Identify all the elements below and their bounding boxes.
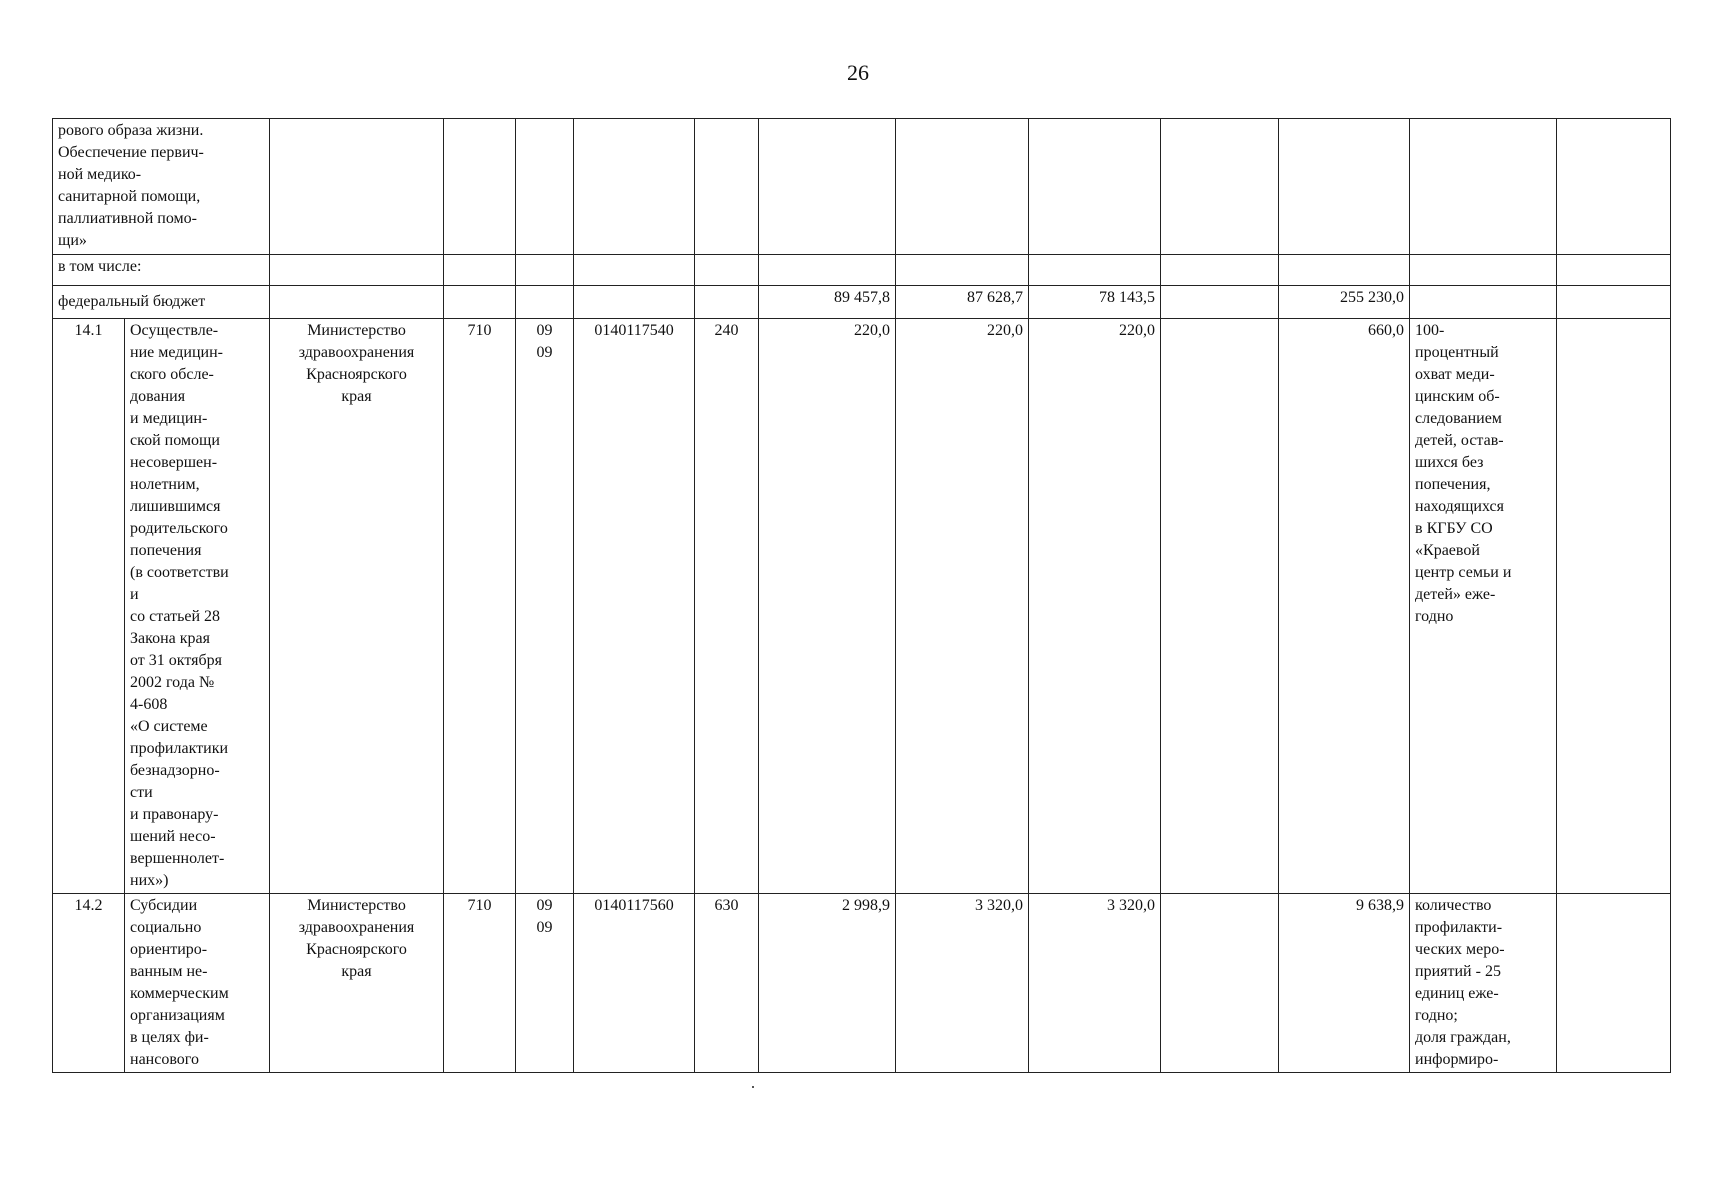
measure-name-line: и правонару-: [130, 806, 219, 823]
table-cell: [516, 286, 574, 319]
expected-result-line: информиро-: [1415, 1051, 1499, 1068]
measure-name-line: вершеннолет-: [130, 850, 225, 867]
row-number: 14.2: [53, 894, 125, 1073]
table-row-continuation: [53, 119, 1671, 255]
measure-name-line: сти: [130, 784, 153, 801]
agency-line: Красноярского: [306, 941, 407, 958]
table-cell: [270, 286, 444, 319]
section-code-cell: [516, 319, 574, 894]
measure-name-line: (в соответстви: [130, 564, 229, 581]
expected-result-line: попечения,: [1415, 476, 1491, 493]
table-cell: [1279, 119, 1410, 255]
agency-cell: [270, 894, 444, 1073]
measure-name-line: несовершен-: [130, 454, 218, 471]
measure-name-cell: [125, 319, 270, 894]
table-cell: [1410, 255, 1557, 286]
measure-name-line: шений несо-: [130, 828, 216, 845]
expected-result-line: годно: [1415, 608, 1454, 625]
measure-name-line: Закона края: [130, 630, 210, 647]
expected-result-line: 100-: [1415, 322, 1445, 339]
section-code-line: 09: [536, 897, 553, 914]
continuation-text-line: рового образа жизни.: [58, 122, 204, 139]
measure-name-line: в целях фи-: [130, 1029, 209, 1046]
expected-result-cell: [1410, 319, 1557, 894]
continuation-text-line: санитарной помощи,: [58, 188, 201, 205]
table-cell: [1557, 119, 1671, 255]
measure-name-cell: [125, 894, 270, 1073]
expected-result-line: доля граждан,: [1415, 1029, 1511, 1046]
table-row-including: [53, 255, 1671, 286]
table-cell: [444, 286, 516, 319]
measure-name-line: социально: [130, 919, 202, 936]
continuation-text-line: паллиативной помо-: [58, 210, 197, 227]
measure-name-line: безнадзорно-: [130, 762, 220, 779]
agency-cell: [270, 319, 444, 894]
agency-line: здравоохранения: [298, 344, 415, 361]
section-code-line: 09: [536, 344, 553, 361]
table-cell: [1279, 255, 1410, 286]
measure-name-line: нансового: [130, 1051, 199, 1068]
measure-name-line: ориентиро-: [130, 941, 208, 958]
table-cell: [1557, 255, 1671, 286]
year2-amount: 220,0: [896, 319, 1029, 894]
expected-result-line: профилакти-: [1415, 919, 1503, 936]
table-cell: [444, 255, 516, 286]
grbs-code: 710: [444, 319, 516, 894]
expected-result-line: единиц еже-: [1415, 985, 1499, 1002]
row-number: 14.1: [53, 319, 125, 894]
continuation-text-line: Обеспечение первич-: [58, 144, 204, 161]
table-cell: [516, 255, 574, 286]
measure-name-line: родительского: [130, 520, 228, 537]
table-cell: [896, 119, 1029, 255]
table-cell: [1557, 319, 1671, 894]
table-cell: [270, 255, 444, 286]
agency-line: здравоохранения: [298, 919, 415, 936]
federal-year2-amount: 87 628,7: [896, 286, 1029, 319]
year2-amount: 3 320,0: [896, 894, 1029, 1073]
page-number: 26: [847, 60, 869, 85]
measure-name-line: 2002 года №: [130, 674, 215, 691]
target-article-code: 0140117560: [574, 894, 695, 1073]
expected-result-line: следованием: [1415, 410, 1502, 427]
table-cell: [270, 119, 444, 255]
expense-type-code: 630: [695, 894, 759, 1073]
measure-name-line: ской помощи: [130, 432, 220, 449]
federal-year3-amount: 78 143,5: [1029, 286, 1161, 319]
year3-amount: 220,0: [1029, 319, 1161, 894]
measure-name-line: попечения: [130, 542, 202, 559]
expected-result-line: процентный: [1415, 344, 1499, 361]
expected-result-cell: [1410, 894, 1557, 1073]
expected-result-line: количество: [1415, 897, 1492, 914]
table-cell: [1161, 255, 1279, 286]
grbs-code: 710: [444, 894, 516, 1073]
measure-name-line: от 31 октября: [130, 652, 222, 669]
table-row-14-2: [53, 894, 1671, 1073]
table-row-14-1: [53, 319, 1671, 894]
continuation-text-line: щи»: [58, 232, 87, 249]
section-code-line: 09: [536, 919, 553, 936]
measure-name-line: со статьей 28: [130, 608, 221, 625]
federal-budget-label: федеральный бюджет: [53, 286, 270, 319]
table-row-federal-budget: [53, 286, 1671, 319]
table-cell: [695, 119, 759, 255]
table-cell: [759, 255, 896, 286]
expected-result-line: детей, остав-: [1415, 432, 1504, 449]
measure-name-line: дования: [130, 388, 186, 405]
table-cell: [1161, 119, 1279, 255]
expected-result-line: цинским об-: [1415, 388, 1500, 405]
expected-result-line: шихся без: [1415, 454, 1484, 471]
table-cell: [574, 255, 695, 286]
table-cell: [1029, 255, 1161, 286]
expected-result-line: детей» еже-: [1415, 586, 1496, 603]
expected-result-line: годно;: [1415, 1007, 1458, 1024]
agency-line: Министерство: [307, 322, 406, 339]
year1-amount: 220,0: [759, 319, 896, 894]
table-cell: [574, 286, 695, 319]
table-cell: [759, 119, 896, 255]
measure-name-line: «О системе: [130, 718, 208, 735]
expected-result-line: «Краевой: [1415, 542, 1480, 559]
measure-name-line: организациям: [130, 1007, 225, 1024]
continuation-name-cell: [53, 119, 270, 255]
continuation-text-line: ной медико-: [58, 166, 142, 183]
agency-line: края: [341, 388, 372, 405]
measure-name-line: Осуществле-: [130, 322, 219, 339]
table-cell: [516, 119, 574, 255]
table-cell: [695, 286, 759, 319]
measure-name-line: лишившимся: [130, 498, 221, 515]
measure-name-line: ние медицин-: [130, 344, 223, 361]
measure-name-line: и: [130, 586, 139, 603]
expected-result-line: ческих меро-: [1415, 941, 1505, 958]
expense-type-code: 240: [695, 319, 759, 894]
including-label: в том числе:: [53, 255, 270, 286]
scan-speck: [752, 1086, 754, 1088]
target-article-code: 0140117540: [574, 319, 695, 894]
expected-result-line: охват меди-: [1415, 366, 1495, 383]
budget-table: [52, 118, 1671, 1073]
expected-result-line: центр семьи и: [1415, 564, 1512, 581]
table-cell: [695, 255, 759, 286]
measure-name-line: Субсидии: [130, 897, 198, 914]
measure-name-line: коммерческим: [130, 985, 229, 1002]
measure-name-line: ского обсле-: [130, 366, 214, 383]
year1-amount: 2 998,9: [759, 894, 896, 1073]
year3-amount: 3 320,0: [1029, 894, 1161, 1073]
measure-name-line: профилактики: [130, 740, 229, 757]
measure-name-line: и медицин-: [130, 410, 208, 427]
table-cell: [1161, 894, 1279, 1073]
measure-name-line: них»): [130, 872, 169, 889]
table-cell: [1029, 119, 1161, 255]
table-cell: [1161, 319, 1279, 894]
expected-result-line: приятий - 25: [1415, 963, 1501, 980]
measure-name-line: ванным не-: [130, 963, 208, 980]
table-cell: [1557, 894, 1671, 1073]
total-amount: 9 638,9: [1279, 894, 1410, 1073]
table-cell: [1410, 286, 1557, 319]
agency-line: Министерство: [307, 897, 406, 914]
measure-name-line: 4-608: [130, 696, 168, 713]
expected-result-line: в КГБУ СО: [1415, 520, 1493, 537]
expected-result-line: находящихся: [1415, 498, 1504, 515]
table-cell: [574, 119, 695, 255]
federal-total-amount: 255 230,0: [1279, 286, 1410, 319]
table-cell: [444, 119, 516, 255]
federal-year1-amount: 89 457,8: [759, 286, 896, 319]
table-cell: [1557, 286, 1671, 319]
section-code-line: 09: [536, 322, 553, 339]
total-amount: 660,0: [1279, 319, 1410, 894]
agency-line: Красноярского: [306, 366, 407, 383]
table-cell: [1410, 119, 1557, 255]
measure-name-line: нолетним,: [130, 476, 200, 493]
table-cell: [1161, 286, 1279, 319]
table-cell: [896, 255, 1029, 286]
section-code-cell: [516, 894, 574, 1073]
agency-line: края: [341, 963, 372, 980]
